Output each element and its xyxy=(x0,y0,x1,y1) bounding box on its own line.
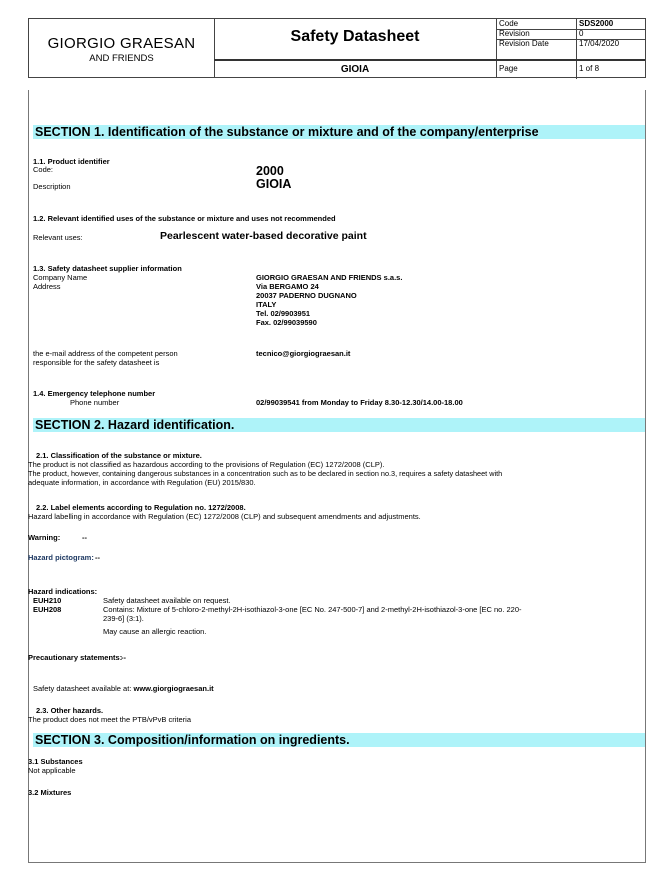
revision-date-value: 17/04/2020 xyxy=(579,39,620,48)
product-name: GIOIA xyxy=(340,64,370,75)
supplier-fax: Fax. 02/99039590 xyxy=(256,318,317,327)
description-label: Description xyxy=(33,182,71,191)
euh208-line2: 239-6] (3:1). xyxy=(103,614,144,623)
divider xyxy=(576,61,577,79)
document-header xyxy=(28,18,646,78)
title-cell xyxy=(214,19,497,77)
hazard-indications-heading: Hazard indications: xyxy=(28,587,98,596)
phone-value: 02/99039541 from Monday to Friday 8.30-12.30/14.00-18.00 xyxy=(256,398,463,407)
euh210-text: Safety datasheet available on request. xyxy=(103,596,231,605)
product-identifier-heading: 1.1. Product identifier xyxy=(33,157,110,166)
euh208-line3: May cause an allergic reaction. xyxy=(103,627,207,636)
substances-value: Not applicable xyxy=(28,766,76,775)
company-name-line1: GIORGIO GRAESAN xyxy=(47,35,196,52)
revision-label: Revision xyxy=(499,29,530,38)
page-number: 1 of 8 xyxy=(579,64,600,73)
page-row xyxy=(496,59,645,79)
euh208-line1: Contains: Mixture of 5-chloro-2-methyl-2H-isothiazol-3-one [EC No. 247-500-7] and 2-methyl-2H-isothiazol-3-one [EC no. 220- xyxy=(103,605,522,614)
precautionary-value: -- xyxy=(121,653,126,662)
email-label-line1: the e-mail address of the competent person xyxy=(33,349,178,358)
mixtures-heading: 3.2 Mixtures xyxy=(28,788,72,797)
company-name-line2: AND FRIENDS xyxy=(89,53,154,64)
relevant-uses-label: Relevant uses: xyxy=(33,233,83,242)
classification-line3: adequate information, in accordance with Regulation (EU) 2015/830. xyxy=(28,478,256,487)
label-elements-line1: Hazard labelling in accordance with Regulation (EC) 1272/2008 (CLP) and subsequent amendments and adjustments. xyxy=(28,512,421,521)
classification-heading: 2.1. Classification of the substance or mixture. xyxy=(36,451,202,460)
relevant-uses-heading: 1.2. Relevant identified uses of the substance or mixture and uses not recommended xyxy=(33,214,336,223)
page-label: Page xyxy=(499,64,518,73)
website-link[interactable]: www.giorgiograesan.it xyxy=(133,684,214,693)
product-code: 2000 xyxy=(256,164,284,178)
company-name-label: Company Name xyxy=(33,273,88,282)
classification-line1: The product is not classified as hazardous according to the provisions of Regulation (EC) 1272/2008 (CLP). xyxy=(28,460,385,469)
emergency-heading: 1.4. Emergency telephone number xyxy=(33,389,156,398)
email-label-line2: responsible for the safety datasheet is xyxy=(33,358,160,367)
classification-line2: The product, however, containing dangerous substances in a concentration such as to be declared in section no.3, requires a safety datasheet with xyxy=(28,469,503,478)
supplier-company: GIORGIO GRAESAN AND FRIENDS s.a.s. xyxy=(256,273,403,282)
relevant-uses-value: Pearlescent water-based decorative paint xyxy=(160,230,367,242)
code-label: Code xyxy=(499,19,519,28)
section-2-heading: SECTION 2. Hazard identification. xyxy=(33,418,645,432)
revision-info xyxy=(496,19,645,77)
section-3-heading: SECTION 3. Composition/information on ingredients. xyxy=(33,733,645,747)
supplier-street: Via BERGAMO 24 xyxy=(256,282,319,291)
revision-value: 0 xyxy=(579,29,584,38)
euh208-code: EUH208 xyxy=(33,605,62,614)
warning-value: -- xyxy=(82,533,87,542)
euh210-code: EUH210 xyxy=(33,596,62,605)
other-hazards-heading: 2.3. Other hazards. xyxy=(36,706,104,715)
datasheet-available-prefix: Safety datasheet available at: xyxy=(33,684,134,693)
revision-date-label: Revision Date xyxy=(499,39,549,48)
supplier-city: 20037 PADERNO DUGNANO xyxy=(256,291,357,300)
supplier-info-heading: 1.3. Safety datasheet supplier information xyxy=(33,264,182,273)
product-description: GIOIA xyxy=(256,177,292,191)
phone-label: Phone number xyxy=(70,398,120,407)
email-address: tecnico@giorgiograesan.it xyxy=(256,349,351,358)
code-value: SDS2000 xyxy=(579,19,614,28)
datasheet-available xyxy=(33,684,214,693)
precautionary-label: Precautionary statements: xyxy=(28,653,123,662)
section-1-heading: SECTION 1. Identification of the substance or mixture and of the company/enterprise xyxy=(33,125,645,139)
warning-label: Warning: xyxy=(28,533,61,542)
company-name-cell xyxy=(29,19,215,77)
document-title: Safety Datasheet xyxy=(290,28,420,45)
divider xyxy=(214,59,496,61)
other-hazards-line1: The product does not meet the PTB/vPvB criteria xyxy=(28,715,191,724)
supplier-tel: Tel. 02/9903951 xyxy=(256,309,311,318)
hazard-pictogram-value: -- xyxy=(95,553,100,562)
address-label: Address xyxy=(33,282,61,291)
code-label: Code: xyxy=(33,165,54,174)
label-elements-heading: 2.2. Label elements according to Regulation no. 1272/2008. xyxy=(36,503,246,512)
hazard-pictogram-label: Hazard pictogram: xyxy=(28,553,94,562)
substances-heading: 3.1 Substances xyxy=(28,757,83,766)
supplier-country: ITALY xyxy=(256,300,277,309)
revision-date-row xyxy=(496,39,645,58)
